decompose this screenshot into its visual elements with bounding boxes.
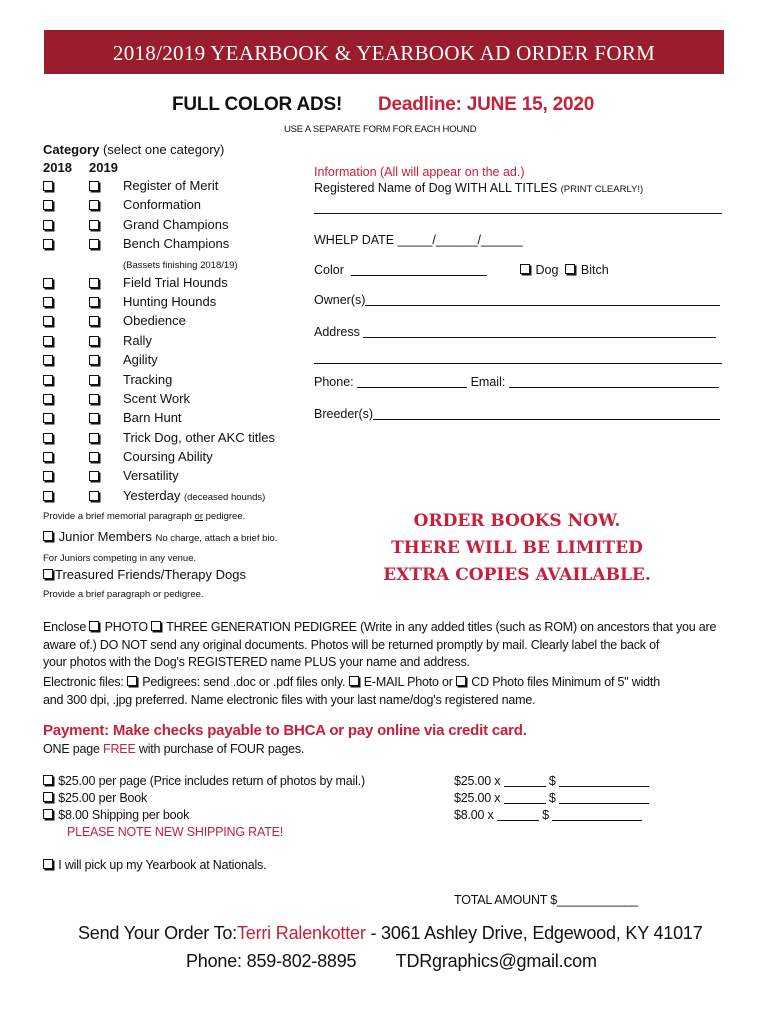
category-row-trick-dog-other-akc-titles bbox=[43, 430, 303, 449]
color-field[interactable] bbox=[351, 263, 487, 276]
payment-item-dollar: $ bbox=[548, 791, 556, 805]
free-page-note: ONE page FREE with purchase of FOUR pages. bbox=[43, 742, 305, 756]
registered-name-field[interactable] bbox=[314, 201, 722, 214]
deadline-heading: Deadline: JUNE 15, 2020 bbox=[378, 94, 595, 115]
contact-line bbox=[186, 951, 597, 972]
year-headers bbox=[43, 160, 303, 178]
category-row-hunting-hounds bbox=[43, 294, 303, 313]
payment-item-price: $25.00 x bbox=[454, 791, 501, 805]
payment-item-dollar: $ bbox=[548, 774, 556, 788]
breeders-row bbox=[314, 407, 724, 425]
form-title-banner: 2018/2019 YEARBOOK & YEARBOOK AD ORDER FORM bbox=[44, 30, 724, 74]
category-label-yesterday: Yesterday bbox=[123, 487, 181, 503]
address-label: Address bbox=[314, 325, 360, 339]
phone-email-row bbox=[314, 375, 724, 393]
category-row-agility bbox=[43, 352, 303, 371]
send-order-line bbox=[78, 923, 703, 944]
category-label-grand-champions: Grand Champions bbox=[123, 216, 229, 232]
checkbox-2019-field-trial-hounds[interactable] bbox=[89, 278, 99, 288]
checkbox-email-photo[interactable] bbox=[349, 676, 359, 686]
checkbox-2019-trick-dog-other-akc-titles[interactable] bbox=[89, 433, 99, 443]
separate-form-note: USE A SEPARATE FORM FOR EACH HOUND bbox=[284, 124, 477, 135]
checkbox-2019-coursing-ability[interactable] bbox=[89, 452, 99, 462]
category-label-rally: Rally bbox=[123, 332, 152, 348]
checkbox-junior-members[interactable] bbox=[43, 531, 53, 541]
amount-field[interactable] bbox=[559, 774, 649, 787]
checkbox-2019-obedience[interactable] bbox=[89, 316, 99, 326]
checkbox-2019-barn-hunt[interactable] bbox=[89, 413, 99, 423]
checkbox-2018-register-of-merit[interactable] bbox=[43, 181, 53, 191]
category-label-conformation: Conformation bbox=[123, 197, 202, 213]
category-label-coursing-ability: Coursing Ability bbox=[123, 449, 213, 465]
payment-item-label: $25.00 per page (Price includes return of photos by mail.) bbox=[58, 774, 365, 788]
checkbox-2018-field-trial-hounds[interactable] bbox=[43, 278, 53, 288]
junior-members-label: Junior Members bbox=[58, 529, 152, 545]
junior-members-note: No charge, attach a brief bio. bbox=[155, 533, 278, 545]
checkbox-payment-item[interactable] bbox=[43, 775, 53, 785]
payment-item-dollar: $ bbox=[542, 808, 549, 822]
category-label-scent-work: Scent Work bbox=[123, 390, 190, 406]
category-row-rally bbox=[43, 333, 303, 352]
checkbox-2019-versatility[interactable] bbox=[89, 471, 99, 481]
payment-title: Payment: Make checks payable to BHCA or pay online via credit card. bbox=[43, 722, 527, 739]
address-field-line1[interactable] bbox=[363, 325, 716, 338]
amount-field[interactable] bbox=[559, 791, 649, 804]
category-row-barn-hunt bbox=[43, 410, 303, 429]
checkbox-treasured-friends[interactable] bbox=[43, 569, 53, 579]
category-row-conformation bbox=[43, 197, 303, 216]
address-row bbox=[314, 325, 724, 343]
checkbox-2018-conformation[interactable] bbox=[43, 200, 53, 210]
category-row-obedience bbox=[43, 313, 303, 332]
quantity-field[interactable] bbox=[504, 791, 546, 804]
contact-email[interactable]: TDRgraphics@gmail.com bbox=[395, 951, 597, 971]
checkbox-2018-scent-work[interactable] bbox=[43, 394, 53, 404]
checkbox-2019-register-of-merit[interactable] bbox=[89, 181, 99, 191]
contact-phone: Phone: 859-802-8895 bbox=[186, 951, 357, 971]
electronic-files-paragraph: Electronic files: Pedigrees: send .doc or .pdf files only. E-MAIL Photo or CD Photo files Minimum of 5" width and 300 dpi, .jpg preferred. Name electronic files with your last name/dog's registered name. bbox=[43, 675, 660, 707]
owners-label: Owner(s) bbox=[314, 293, 366, 307]
whelp-date-field[interactable]: WHELP DATE _____/______/______ bbox=[314, 233, 523, 247]
print-clearly-note: (PRINT CLEARLY!) bbox=[560, 184, 644, 195]
shipping-note: PLEASE NOTE NEW SHIPPING RATE! bbox=[67, 825, 284, 839]
payment-item-price: $25.00 x bbox=[454, 774, 501, 788]
category-row-versatility bbox=[43, 468, 303, 487]
send-order-label: Send Your Order To: bbox=[78, 923, 237, 943]
dog-label: Dog bbox=[535, 263, 559, 277]
checkbox-2019-rally[interactable] bbox=[89, 336, 99, 346]
checkbox-2018-trick-dog-other-akc-titles[interactable] bbox=[43, 433, 53, 443]
breeders-field[interactable] bbox=[373, 407, 720, 420]
owners-field[interactable] bbox=[365, 293, 720, 306]
pickup-row bbox=[43, 858, 266, 872]
total-amount-field[interactable]: TOTAL AMOUNT $____________ bbox=[454, 893, 639, 907]
category-title: Category (select one category) bbox=[43, 142, 225, 157]
category-row-coursing-ability bbox=[43, 449, 303, 468]
payment-item-label: $25.00 per Book bbox=[58, 791, 148, 805]
category-row-grand-champions bbox=[43, 217, 303, 236]
color-label: Color bbox=[314, 263, 344, 277]
checkbox-bitch[interactable] bbox=[565, 264, 575, 274]
checkbox-2018-obedience[interactable] bbox=[43, 316, 53, 326]
bench-champions-note: (Bassets finishing 2018/19) bbox=[123, 259, 238, 271]
treasured-friends-row bbox=[43, 567, 303, 586]
category-section bbox=[43, 142, 303, 602]
junior-venue-note: For Juniors competing in any venue. bbox=[43, 553, 197, 565]
checkbox-2018-rally[interactable] bbox=[43, 336, 53, 346]
pickup-label: I will pick up my Yearbook at Nationals. bbox=[58, 858, 267, 872]
payment-item-row bbox=[43, 791, 683, 808]
checkbox-cd-photo[interactable] bbox=[456, 676, 466, 686]
checkbox-photo[interactable] bbox=[89, 621, 99, 631]
checkbox-2018-hunting-hounds[interactable] bbox=[43, 297, 53, 307]
checkbox-payment-item[interactable] bbox=[43, 792, 53, 802]
checkbox-2019-grand-champions[interactable] bbox=[89, 220, 99, 230]
checkbox-2018-bench-champions[interactable] bbox=[43, 239, 53, 249]
checkbox-2018-grand-champions[interactable] bbox=[43, 220, 53, 230]
amount-field[interactable] bbox=[552, 808, 642, 821]
checkbox-2019-hunting-hounds[interactable] bbox=[89, 297, 99, 307]
phone-label: Phone: bbox=[314, 375, 354, 389]
quantity-field[interactable] bbox=[504, 774, 546, 787]
checkbox-2019-agility[interactable] bbox=[89, 355, 99, 365]
category-label-barn-hunt: Barn Hunt bbox=[123, 410, 182, 426]
owners-row bbox=[314, 293, 724, 311]
email-label: Email: bbox=[470, 375, 506, 389]
quantity-field[interactable] bbox=[497, 808, 539, 821]
category-label-obedience: Obedience bbox=[123, 313, 186, 329]
year-2019-header: 2019 bbox=[89, 160, 118, 175]
recipient-address: - 3061 Ashley Drive, Edgewood, KY 41017 bbox=[365, 923, 703, 943]
checkbox-2018-tracking[interactable] bbox=[43, 375, 53, 385]
category-row-yesterday bbox=[43, 488, 303, 507]
checkbox-2019-conformation[interactable] bbox=[89, 200, 99, 210]
checkbox-2019-bench-champions[interactable] bbox=[89, 239, 99, 249]
checkbox-2018-agility[interactable] bbox=[43, 355, 53, 365]
category-row-bench-champions bbox=[43, 236, 303, 255]
color-row bbox=[314, 263, 724, 281]
payment-item-price: $8.00 x bbox=[454, 808, 494, 822]
payment-items bbox=[43, 774, 683, 843]
checkbox-pickup-nationals[interactable] bbox=[43, 859, 53, 869]
email-field[interactable] bbox=[509, 375, 719, 388]
category-row-scent-work bbox=[43, 391, 303, 410]
breeders-label: Breeder(s) bbox=[314, 407, 374, 421]
information-title: Information (All will appear on the ad.) bbox=[314, 165, 525, 179]
checkbox-2018-versatility[interactable] bbox=[43, 471, 53, 481]
category-row-register-of-merit bbox=[43, 178, 303, 197]
checkbox-2018-barn-hunt[interactable] bbox=[43, 413, 53, 423]
checkbox-pedigrees-electronic[interactable] bbox=[127, 676, 137, 686]
category-row-tracking bbox=[43, 372, 303, 391]
year-2018-header: 2018 bbox=[43, 160, 72, 175]
category-label-agility: Agility bbox=[123, 352, 158, 368]
category-label-register-of-merit: Register of Merit bbox=[123, 178, 219, 193]
payment-item-row bbox=[43, 774, 683, 791]
order-books-promo: ORDER BOOKS NOW. THERE WILL BE LIMITED EXTRA COPIES AVAILABLE. bbox=[383, 511, 651, 585]
treasured-friends-label: Treasured Friends/Therapy Dogs bbox=[55, 567, 246, 583]
category-label-hunting-hounds: Hunting Hounds bbox=[123, 293, 217, 309]
payment-item-row bbox=[43, 808, 683, 825]
checkbox-2019-yesterday[interactable] bbox=[89, 491, 99, 501]
checkbox-2018-coursing-ability[interactable] bbox=[43, 452, 53, 462]
checkbox-2019-tracking[interactable] bbox=[89, 375, 99, 385]
memorial-note: Provide a brief memorial paragraph or pedigree. bbox=[43, 511, 246, 523]
junior-members-row bbox=[43, 529, 303, 548]
category-label-bench-champions: Bench Champions bbox=[123, 236, 230, 252]
checkbox-2019-scent-work[interactable] bbox=[89, 394, 99, 404]
checkbox-payment-item[interactable] bbox=[43, 809, 53, 819]
registered-name-label: Registered Name of Dog WITH ALL TITLES (PRINT CLEARLY!) bbox=[314, 181, 644, 195]
information-section bbox=[314, 165, 724, 425]
yesterday-note: (deceased hounds) bbox=[183, 491, 266, 503]
treasured-friends-note: Provide a brief paragraph or pedigree. bbox=[43, 589, 204, 601]
phone-field[interactable] bbox=[357, 375, 467, 388]
address-field-line2[interactable] bbox=[314, 351, 722, 364]
category-label-field-trial-hounds: Field Trial Hounds bbox=[123, 274, 228, 290]
checkbox-dog[interactable] bbox=[520, 264, 530, 274]
payment-item-label: $8.00 Shipping per book bbox=[58, 808, 190, 822]
category-row-field-trial-hounds bbox=[43, 275, 303, 294]
bitch-label: Bitch bbox=[580, 263, 609, 277]
enclose-paragraph: Enclose PHOTO THREE GENERATION PEDIGREE (Write in any added titles (such as ROM) on ancestors that you are aware of.) DO NOT send any original documents. Photos will be returned promptly by mail. Clearly label the back of your photos with the Dog's REGISTERED name PLUS your name and address. bbox=[43, 620, 717, 669]
checkbox-pedigree[interactable] bbox=[151, 621, 161, 631]
category-label-trick-dog-other-akc-titles: Trick Dog, other AKC titles bbox=[123, 429, 275, 445]
full-color-heading: FULL COLOR ADS! bbox=[172, 94, 343, 115]
category-label-versatility: Versatility bbox=[123, 468, 179, 484]
recipient-name: Terri Ralenkotter bbox=[236, 923, 366, 943]
category-label-tracking: Tracking bbox=[123, 371, 173, 387]
checkbox-2018-yesterday[interactable] bbox=[43, 491, 53, 501]
